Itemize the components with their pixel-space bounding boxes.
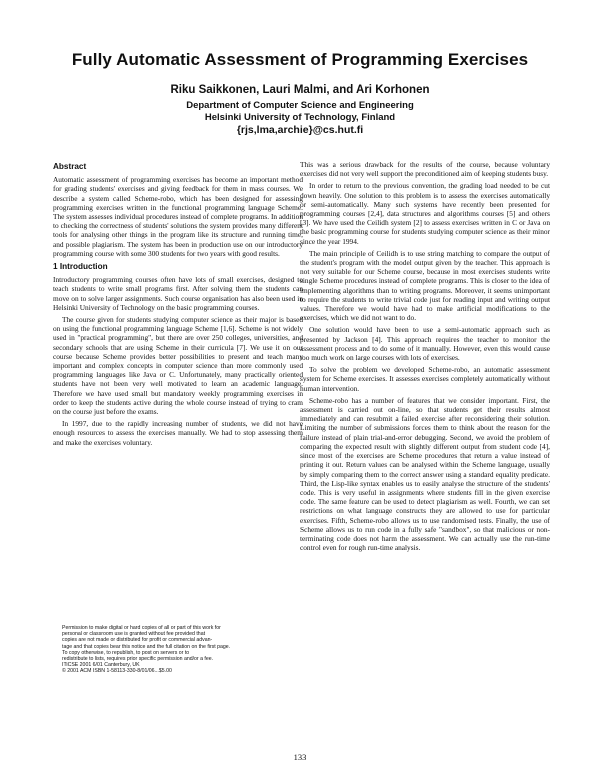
author-list: Riku Saikkonen, Lauri Malmi, and Ari Korhonen xyxy=(170,84,430,96)
author-email: {rjs,lma,archie}@cs.hut.fi xyxy=(236,124,364,136)
right-column xyxy=(300,160,550,555)
introduction-heading: 1 Introduction xyxy=(53,262,108,272)
permission-line: ITiCSE 2001 6/01 Canterbury, UK xyxy=(62,662,140,669)
body-paragraph: In order to return to the previous convention, the grading load needed to be cut down heavily. One solution to this problem is to assess the exercises automatically or semi-automatically. Many such systems have recently been presented for programming courses [2,4], data structures and algorithms courses [5] and others [3]. We have used the Ceilidh system [2] to assess exercises written in C or Java on the basic programming course for students studying computer science as their minor since the year 1994. xyxy=(300,181,550,246)
permission-line: Permission to make digital or hard copies of all or part of this work for xyxy=(62,625,221,631)
permission-line: © 2001 ACM ISBN 1-58113-330-8/01/06...$5.00 xyxy=(62,668,172,675)
affiliation-department: Department of Computer Science and Engineering xyxy=(186,100,414,111)
intro-paragraph: In 1997, due to the rapidly increasing number of students, we did not have enough resources to assess the exercises manually. We had to stop assessing them and make the exercises voluntary. xyxy=(53,419,303,447)
body-paragraph: One solution would have been to use a semi-automatic approach such as presented by Jackson [4]. This approach requires the teacher to monitor the assessment process and to do some of it manually. However, even this would cause too much work on large courses with lots of exercises. xyxy=(300,325,550,363)
paper-title: Fully Automatic Assessment of Programming Exercises xyxy=(71,50,529,69)
permission-line: copies are not made or distributed for profit or commercial advan- xyxy=(62,637,213,644)
body-paragraph: This was a serious drawback for the results of the course, because voluntary exercises did not very well support the preconditioned aim of keeping students busy. xyxy=(300,160,550,179)
page-number: 133 xyxy=(293,752,307,762)
abstract-heading: Abstract xyxy=(53,162,87,171)
permission-line: personal or classroom use is granted without fee provided that xyxy=(62,631,206,638)
body-paragraph: The main principle of Ceilidh is to use string matching to compare the output of the student's program with the model output given by the teacher. This approach is not very suitable for our Scheme course, because in most exercises students write single Scheme procedures instead of complete programs. This is closer to the idea of implementing algorithms than to writing programs. Moreover, it seems unimportant to require the students to write trivial code just for reading input and writing output values. Therefore we would have had to make artificial modifications to the exercises, which we did not want to do. xyxy=(300,248,550,323)
body-paragraph: To solve the problem we developed Scheme-robo, an automatic assessment system for Scheme exercises. It assesses exercises completely automatically without human intervention. xyxy=(300,365,550,393)
body-paragraph: Scheme-robo has a number of features that we consider important. First, the assessment is carried out on-line, so that students get their results almost immediately and can resubmit a failed exercise after reconsidering their solution. Limiting the number of submissions forces them to think about the reason for the failure instead of plain trial-and-error debugging. Second, we avoid the problem of comparing the expected result with slightly different output from student code [4], since most of the exercises are Scheme procedures that return a value instead of printing it out. Return values can be analysed within the Scheme language, usually by simply comparing them to the correct answer using a standard equality predicate. Third, the Lisp-like syntax enables us to easily analyse the structure of the students' code. This is very useful in assignments where students fill in the given exercise code. The same feature can be used to detect plagiarism as well. Fourth, we can set restrictions on what language constructs they are allowed to use for particular exercises. Fifth, Scheme-robo allows us to use randomised tests. Finally, the use of Scheme allows us to run code in a fully safe "sandbox", so that malicious or non-terminating code does not harm the assessment. We can actually use the run-time control even for rough run-time analysis. xyxy=(300,395,550,553)
affiliation-university: Helsinki University of Technology, Finland xyxy=(204,112,396,123)
intro-paragraph: Introductory programming courses often have lots of small exercises, designed to teach students to write small programs first. After solving them the students can move on to solve larger assignments. Such course organisation has also been used in Helsinki University of Technology on the basic programming courses. xyxy=(53,275,303,312)
permission-line: redistribute to lists, requires prior specific permission and/or a fee. xyxy=(62,656,214,663)
permission-line: To copy otherwise, to republish, to post on servers or to xyxy=(62,649,190,656)
permission-line: tage and that copies bear this notice and the full citation on the first page. xyxy=(62,643,231,650)
permission-notice xyxy=(62,625,292,675)
left-column xyxy=(53,160,303,450)
abstract-text: Automatic assessment of programming exercises has become an important method for grading students' exercises and giving feedback for them in mass courses. We describe a system called Scheme-robo, which has been designed for assessing programming exercises written in the functional programming language Scheme. The system assesses individual procedures instead of complete programs. In addition to checking the correctness of students' solutions the system provides many different tools for analysing other things in the program like its structure and running time, and possible plagiarism. The system has been in production use on our introductory programming course with some 300 students for two years with good results. xyxy=(53,175,303,258)
intro-paragraph: The course given for students studying computer science as their major is based on using the functional programming language Scheme [1,6]. Scheme is not widely used in "practical programming", but there are over 250 colleges, universities, and secondary schools that are using Scheme in their curricula [7]. We use it on our course because Scheme provides better possibilities to present and teach many important and complex concepts in computer science than more commonly used programming languages like Java or C. Unfortunately, many practically oriented students have not been very well motivated to learn an academic language. Therefore we have used small but mandatory weekly programming exercises in order to keep the students active during the whole course instead of trying to cram on the course just before the exams. xyxy=(53,315,303,417)
